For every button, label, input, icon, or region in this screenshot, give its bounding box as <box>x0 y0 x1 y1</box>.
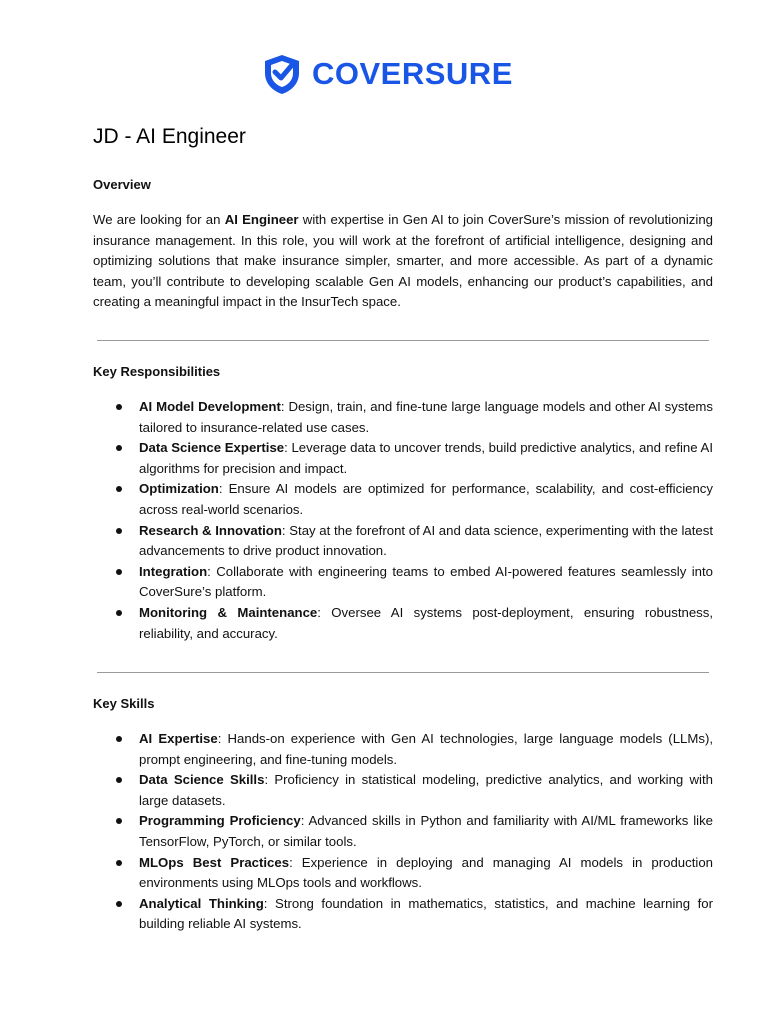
item-text: : Advanced skills in Python and familiarity with AI/ML frameworks like TensorFlow, PyTorch, or similar tools. <box>139 813 713 850</box>
bullet-icon <box>116 818 122 824</box>
list-item <box>93 397 713 438</box>
item-term: Analytical Thinking <box>139 895 264 911</box>
list-item <box>93 479 713 520</box>
list-item <box>93 603 713 644</box>
shield-check-icon <box>262 53 302 95</box>
item-term: Optimization <box>139 481 219 497</box>
list-item <box>93 811 713 852</box>
bullet-icon <box>116 901 122 907</box>
overview-paragraph <box>93 210 713 313</box>
responsibilities-heading: Key Responsibilities <box>93 363 221 379</box>
list-item <box>93 438 713 479</box>
skills-heading: Key Skills <box>93 696 155 712</box>
brand-header <box>262 52 513 96</box>
list-item <box>93 729 713 770</box>
item-text: : Hands-on experience with Gen AI technologies, large language models (LLMs), prompt engineering, and fine-tuning models. <box>139 731 713 767</box>
bullet-icon <box>116 445 122 451</box>
page-title: JD - AI Engineer <box>93 125 246 148</box>
bullet-icon <box>116 777 122 783</box>
overview-text-before: We are looking for an <box>93 212 225 227</box>
item-term: Monitoring & Maintenance <box>139 604 318 620</box>
responsibilities-list <box>93 397 713 644</box>
item-text: : Design, train, and fine-tune large language models and other AI systems tailored to insurance-related use cases. <box>139 398 713 435</box>
item-text: : Experience in deploying and managing AI models in production environments using MLOps tools and workflows. <box>139 854 713 891</box>
document-content <box>93 122 713 935</box>
bullet-icon <box>116 860 122 866</box>
item-text: : Stay at the forefront of AI and data science, experimenting with the latest advancements to drive product innovation. <box>139 522 713 559</box>
item-term: Integration <box>139 563 208 579</box>
item-text: : Proficiency in statistical modeling, predictive analytics, and working with large datasets. <box>139 772 713 808</box>
item-term: Data Science Expertise <box>139 440 285 456</box>
item-term: AI Expertise <box>139 731 218 747</box>
section-divider <box>97 340 709 341</box>
item-term: AI Model Development <box>139 398 281 414</box>
item-text: : Oversee AI systems post-deployment, ensuring robustness, reliability, and accuracy. <box>139 604 714 641</box>
bullet-icon <box>116 528 122 534</box>
list-item <box>93 521 713 562</box>
bullet-icon <box>116 610 122 616</box>
item-term: Programming Proficiency <box>139 813 301 829</box>
bullet-icon <box>116 404 122 410</box>
list-item <box>93 770 713 811</box>
item-text: : Collaborate with engineering teams to embed AI-powered features seamlessly into CoverSure’s platform. <box>139 563 713 600</box>
skills-list <box>93 729 713 935</box>
list-item <box>93 562 713 603</box>
item-text: : Leverage data to uncover trends, build predictive analytics, and refine AI algorithms for precision and impact. <box>139 440 713 476</box>
overview-highlight: AI Engineer <box>224 212 299 227</box>
brand-name: COVERSURE <box>312 56 513 91</box>
bullet-icon <box>116 736 122 742</box>
item-text: : Ensure AI models are optimized for performance, scalability, and cost-efficiency across real-world scenarios. <box>139 481 713 517</box>
section-divider <box>97 672 709 673</box>
overview-text-after: with expertise in Gen AI to join CoverSure’s mission of revolutionizing insurance management. In this role, you will work at the forefront of artificial intelligence, designing and optimizing solutions that make insurance simpler, smarter, and more accessible. As part of a dynamic team, you’ll contribute to developing scalable Gen AI models, enhancing our product’s capabilities, and creating a meaningful impact in the InsurTech space. <box>93 212 713 310</box>
bullet-icon <box>116 569 122 575</box>
item-text: : Strong foundation in mathematics, statistics, and machine learning for building reliable AI systems. <box>139 895 713 932</box>
list-item <box>93 853 713 894</box>
overview-heading: Overview <box>93 177 151 192</box>
item-term: Research & Innovation <box>139 522 282 538</box>
bullet-icon <box>116 486 122 492</box>
item-term: Data Science Skills <box>139 772 265 788</box>
item-term: MLOps Best Practices <box>139 854 290 870</box>
list-item <box>93 894 713 935</box>
